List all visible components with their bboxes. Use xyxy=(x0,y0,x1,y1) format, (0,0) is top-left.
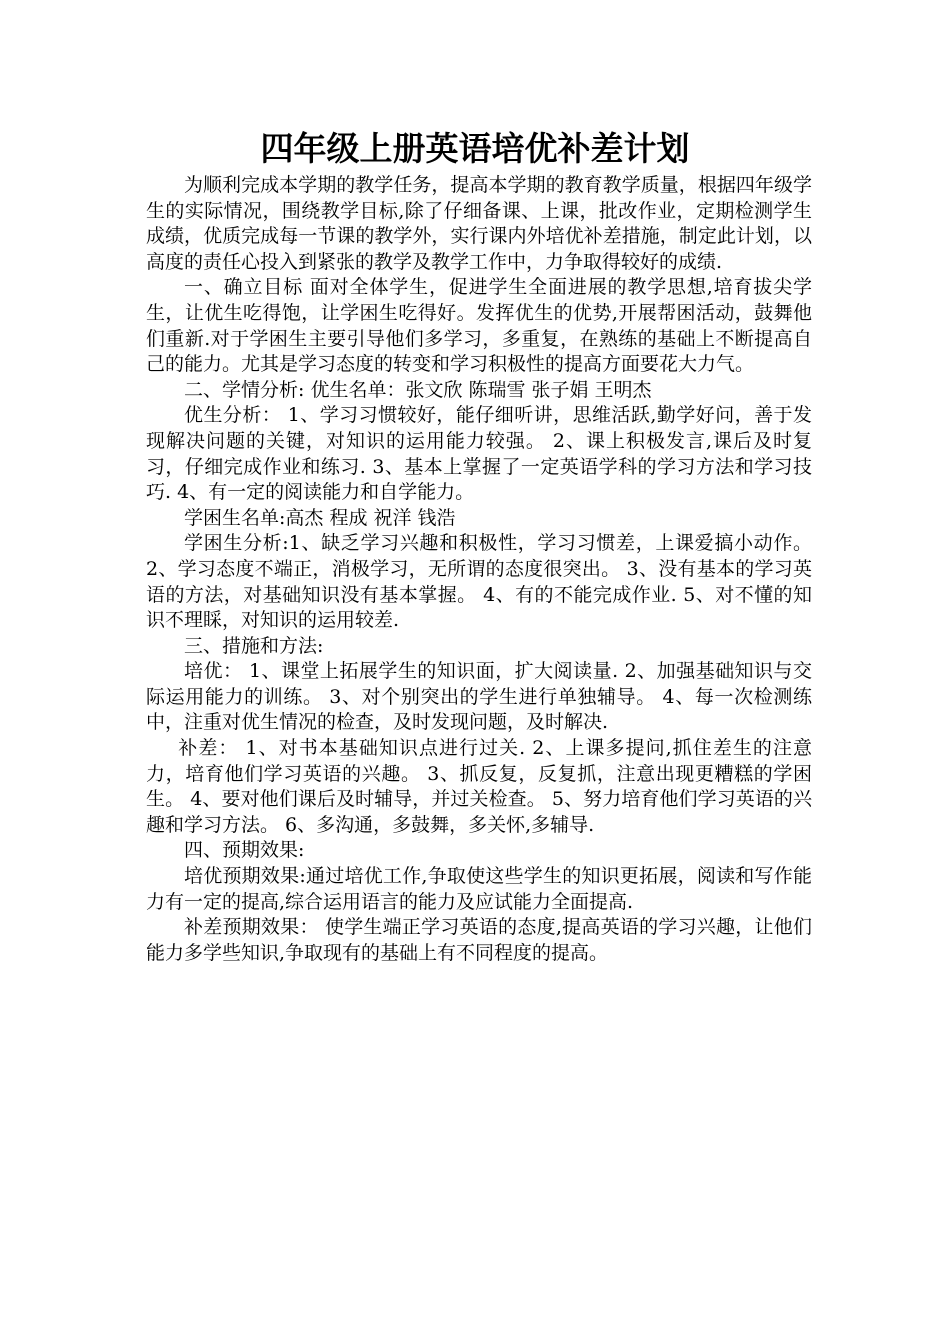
paragraph-struggling-list: 学困生名单:高杰 程成 祝洋 钱浩 xyxy=(184,506,456,529)
paragraph-expected-heading: 四、预期效果: xyxy=(184,839,305,862)
paragraph-remedial-expected: 补差预期效果： 使学生端正学习英语的态度,提高英语的学习兴趣，让他们能力多学些知识,争取现有的基础上有不同程度的提高。 xyxy=(146,916,812,964)
paragraph-enrichment-expected: 培优预期效果:通过培优工作,争取使这些学生的知识更拓展，阅读和写作能力有一定的提高,综合运用语言的能力及应试能力全面提高. xyxy=(146,865,812,913)
paragraph-top-student-analysis: 优生分析： 1、学习习惯较好，能仔细听讲，思维活跃,勤学好问，善于发现解决问题的关键，对知识的运用能力较强。 2、课上积极发言,课后及时复习，仔细完成作业和练习. 3、基本上掌握了一定英语学科的学习方法和学习技巧. 4、有一定的阅读能力和自学能力。 xyxy=(146,404,812,504)
paragraph-goals: 一、确立目标 面对全体学生，促进学生全面进展的教学思想,培育拔尖学生，让优生吃得饱，让学困生吃得好。发挥优生的优势,开展帮困活动，鼓舞他们重新.对于学困生主要引导他们多学习，多重复，在熟练的基础上不断提高自己的能力。尤其是学习态度的转变和学习积极性的提高方面要花大力气。 xyxy=(146,276,812,376)
paragraph-intro: 为顺利完成本学期的教学任务，提高本学期的教育教学质量，根据四年级学生的实际情况，围绕教学目标,除了仔细备课、上课，批改作业，定期检测学生成绩，优质完成每一节课的教学外，实行课内外培优补差措施，制定此计划，以高度的责任心投入到紧张的教学及教学工作中，力争取得较好的成绩. xyxy=(146,174,812,273)
paragraph-measures-heading: 三、措施和方法: xyxy=(184,634,324,657)
paragraph-enrichment-measures: 培优： 1、课堂上拓展学生的知识面，扩大阅读量. 2、加强基础知识与交际运用能力的训练。 3、对个别突出的学生进行单独辅导。 4、每一次检测练中，注重对优生情况的检查，及时发现问题，及时解决. xyxy=(146,660,812,734)
document-body xyxy=(146,173,812,966)
paragraph-analysis-heading: 二、学情分析: 优生名单：张文欣 陈瑞雪 张子娟 王明杰 xyxy=(184,378,652,401)
paragraph-struggling-analysis: 学困生分析:1、缺乏学习兴趣和积极性，学习习惯差，上课爱搞小动作。 2、学习态度不端正，消极学习，无所谓的态度很突出。 3、没有基本的学习英语的方法，对基础知识没有基本掌握。 4、有的不能完成作业. 5、对不懂的知识不理睬，对知识的运用较差. xyxy=(146,532,812,632)
document-title: 四年级上册英语培优补差计划 xyxy=(260,129,690,168)
paragraph-remedial-measures: 补差： 1、对书本基础知识点进行过关. 2、上课多提问,抓住差生的注意力，培育他们学习英语的兴趣。 3、抓反复，反复抓，注意出现更糟糕的学困生。 4、要对他们课后及时辅导，并过关检查。 5、努力培育他们学习英语的兴趣和学习方法。 6、多沟通，多鼓舞，多关怀,多辅导. xyxy=(146,737,812,836)
